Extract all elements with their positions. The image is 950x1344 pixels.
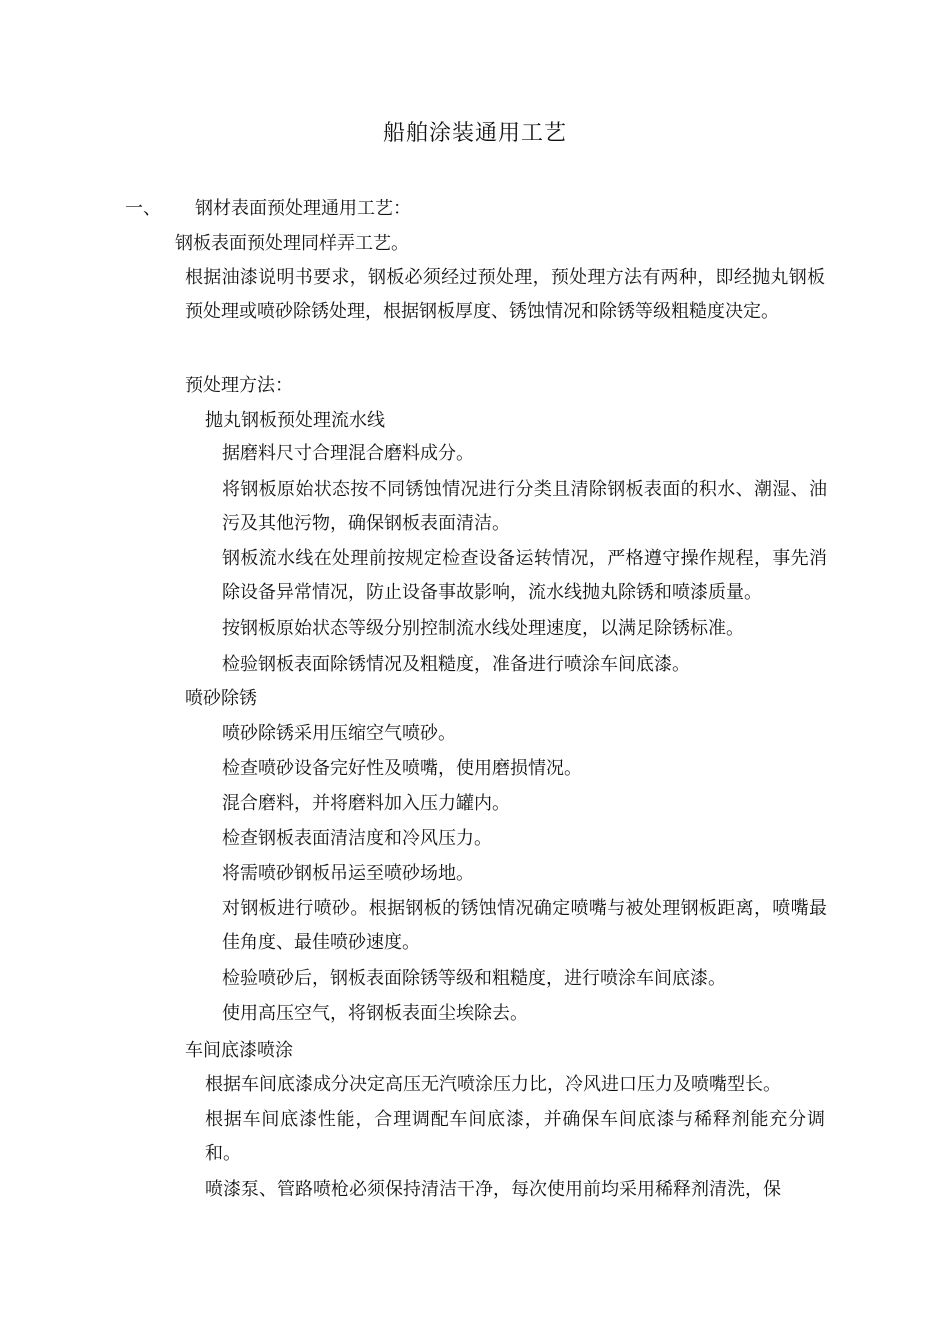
section-number: 一、 xyxy=(125,198,161,219)
method-label: 预处理方法： xyxy=(185,375,293,396)
sand-blast-step: 检查钢板表面清洁度和冷风压力。 xyxy=(222,828,492,849)
shot-blast-heading: 抛丸钢板预处理流水线 xyxy=(205,410,385,431)
sand-blast-step: 对钢板进行喷砂。根据钢板的锈蚀情况确定喷嘴与被处理钢板距离，喷嘴最佳角度、最佳喷砂速度。 xyxy=(222,898,827,953)
section-subheading: 钢板表面预处理同样弄工艺。 xyxy=(175,233,409,254)
sand-blast-step: 将需喷砂钢板吊运至喷砂场地。 xyxy=(222,863,474,884)
sand-blast-step: 使用高压空气，将钢板表面尘埃除去。 xyxy=(222,1003,528,1024)
sand-blast-heading: 喷砂除锈 xyxy=(185,688,257,709)
sand-blast-step: 检查喷砂设备完好性及喷嘴，使用磨损情况。 xyxy=(222,758,582,779)
shot-blast-step: 将钢板原始状态按不同锈蚀情况进行分类且清除钢板表面的积水、潮湿、油污及其他污物，确保钢板表面清洁。 xyxy=(222,479,827,534)
primer-step: 喷漆泵、管路喷枪必须保持清洁干净，每次使用前均采用稀释剂清洗，保 xyxy=(205,1179,781,1200)
shot-blast-step: 按钢板原始状态等级分别控制流水线处理速度，以满足除锈标准。 xyxy=(222,618,744,639)
document-title: 船舶涂装通用工艺 xyxy=(382,121,567,146)
sand-blast-step: 检验喷砂后，钢板表面除锈等级和粗糙度，进行喷涂车间底漆。 xyxy=(222,968,726,989)
shot-blast-step: 钢板流水线在处理前按规定检查设备运转情况，严格遵守操作规程，事先消除设备异常情况，防止设备事故影响，流水线抛丸除锈和喷漆质量。 xyxy=(222,548,827,603)
intro-paragraph: 根据油漆说明书要求，钢板必须经过预处理，预处理方法有两种，即经抛丸钢板预处理或喷砂除锈处理，根据钢板厚度、锈蚀情况和除锈等级粗糙度决定。 xyxy=(185,267,825,322)
primer-step: 根据车间底漆成分决定高压无汽喷涂压力比，冷风进口压力及喷嘴型长。 xyxy=(205,1074,781,1095)
shot-blast-step: 检验钢板表面除锈情况及粗糙度，准备进行喷涂车间底漆。 xyxy=(222,654,690,675)
sand-blast-step: 混合磨料，并将磨料加入压力罐内。 xyxy=(222,793,510,814)
primer-step: 根据车间底漆性能，合理调配车间底漆，并确保车间底漆与稀释剂能充分调和。 xyxy=(205,1109,825,1164)
sand-blast-step: 喷砂除锈采用压缩空气喷砂。 xyxy=(222,723,456,744)
primer-heading: 车间底漆喷涂 xyxy=(185,1040,293,1061)
shot-blast-step: 据磨料尺寸合理混合磨料成分。 xyxy=(222,443,474,464)
section-heading: 钢材表面预处理通用工艺： xyxy=(195,198,411,219)
